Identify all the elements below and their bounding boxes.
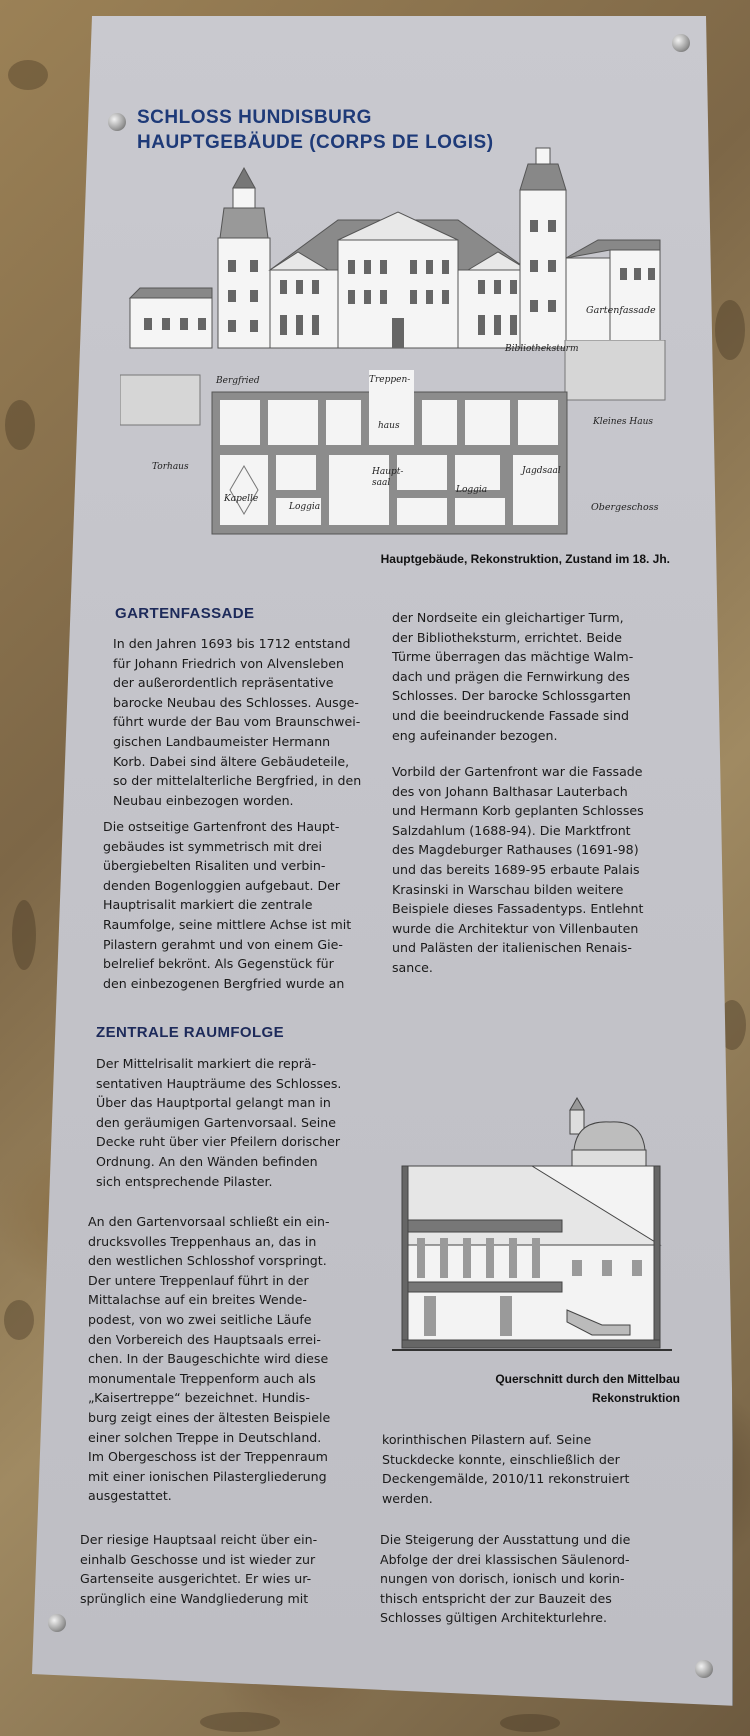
cross-section-drawing	[392, 1060, 672, 1360]
section-drawing-caption: Querschnitt durch den Mittelbau Rekonstruktion	[495, 1372, 680, 1405]
raumfolge-col1-paragraph-3: Der riesige Hauptsaal reicht über ein- einhalb Geschosse und ist wieder zur Gartenseite ausgerichtet. Er wies ur- sprünglich eine Wandgliederung mit	[80, 1532, 318, 1606]
plan-label-obergeschoss: Obergeschoss	[591, 502, 659, 513]
plan-label-treppenhaus-1: Treppen-	[369, 375, 411, 385]
screw-bottom-left	[48, 1614, 66, 1632]
raumfolge-col1-paragraph-2: An den Gartenvorsaal schließt ein ein- drucksvolles Treppenhaus an, das in den westlichen Schlosshof vorspringt. Der untere Treppenlauf führt in der Mittalachse auf ein breites Wende- podest, von wo zwei seitliche Läufe den Vorbereich des Hauptsaals errei- chen. In der Baugeschichte wird diese monumentale Treppenform auch als „Kaisertreppe“ bezeichnet. Hundis- burg zeigt eines der ältesten Beispiele einer solchen Treppe in Deutschland. Im Obergeschoss ist der Treppenraum mit einer ionischen Pilastergliederung ausgestattet.	[88, 1214, 331, 1504]
screw-top-right	[672, 34, 690, 52]
plan-label-bergfried: Bergfried	[216, 376, 260, 386]
section-heading-gartenfassade: GARTENFASSADE	[115, 605, 255, 622]
plan-label-kapelle: Kapelle	[224, 494, 259, 504]
plan-label-loggia-2: Loggia	[456, 485, 488, 495]
garden-facade-drawing	[128, 140, 668, 350]
gartenfassade-col2-paragraph-1: der Nordseite ein gleichartiger Turm, der Bibliotheksturm, errichtet. Beide Türme überragen das mächtige Walm- dach und prägen die Fernwirkung des Schlosses. Der barocke Schlossgarten und die beeindruckende Fassade sind eng aufeinander bezogen.	[392, 610, 634, 743]
plan-caption: Hauptgebäude, Rekonstruktion, Zustand im 18. Jh.	[380, 552, 670, 566]
raumfolge-col2-paragraph-2: Die Steigerung der Ausstattung und die Abfolge der drei klassischen Säulenord- nungen von dorisch, ionisch und korin- thisch entspricht der zur Bauzeit des Schlosses gültigen Architekturlehre.	[380, 1532, 631, 1626]
plan-label-bibliotheksturm: Bibliotheksturm	[505, 344, 579, 354]
facade-label: Gartenfassade	[586, 305, 656, 316]
plan-label-jagdsaal: Jagdsaal	[522, 466, 561, 476]
plan-label-kleines-haus: Kleines Haus	[593, 417, 654, 427]
floor-plan-drawing	[120, 340, 670, 540]
plan-label-hauptsaal: Haupt- saal	[372, 467, 404, 488]
sign-title-line1: SCHLOSS HUNDISBURG	[137, 107, 372, 128]
screw-top-left	[108, 113, 126, 131]
screw-bottom-right	[695, 1660, 713, 1678]
plan-label-treppenhaus-2: haus	[378, 421, 400, 431]
gartenfassade-col2-paragraph-2: Vorbild der Gartenfront war die Fassade des von Johann Balthasar Lauterbach und Hermann Korb geplanten Schlosses Salzdahlum (1688-94). Die Marktfront des Magdeburger Rathauses (1691-98) und das bereits 1689-95 erbaute Palais Krasinski in Warschau bilden weitere Beispiele dieses Fassadentyps. Entlehnt wurde die Architektur von Villenbauten und Palästen der italienischen Renais- sance.	[392, 764, 644, 975]
raumfolge-col1-paragraph-1: Der Mittelrisalit markiert die reprä- sentativen Haupträume des Schlosses. Über das Hauptportal gelangt man in den geräumigen Gartenvorsaal. Seine Decke ruht über vier Pfeilern dorischer Ordnung. An den Wänden befinden sich entsprechende Pilaster.	[96, 1056, 342, 1189]
sign-title-line2: HAUPTGEBÄUDE (CORPS DE LOGIS)	[137, 132, 494, 153]
section-heading-zentrale-raumfolge: ZENTRALE RAUMFOLGE	[96, 1024, 285, 1041]
gartenfassade-col1-paragraph-2: Die ostseitige Gartenfront des Haupt- gebäudes ist symmetrisch mit drei übergiebelten Risaliten und verbin- denden Bogenloggien aufgebaut. Der Hauptrisalit markiert die zentrale Raumfolge, seine mittlere Achse ist mit Pilastern gerahmt und von einem Gie- belrelief bekrönt. Als Gegenstück für den einbezogenen Bergfried wurde an	[103, 819, 352, 991]
plan-label-torhaus: Torhaus	[152, 462, 189, 472]
raumfolge-col2-paragraph-1: korinthischen Pilastern auf. Seine Stuckdecke konnte, einschließlich der Deckengemälde, 2010/11 rekonstruiert werden.	[382, 1432, 630, 1506]
plan-label-loggia-1: Loggia	[289, 502, 321, 512]
gartenfassade-col1-paragraph-1: In den Jahren 1693 bis 1712 entstand für Johann Friedrich von Alvensleben der außerordentlich repräsentative barocke Neubau des Schlosses. Ausge- führt wurde der Bau vom Braunschwei- gischen Landbaumeister Hermann Korb. Dabei sind ältere Gebäudeteile, so der mittelalterliche Bergfried, in den Neubau einbezogen worden.	[113, 636, 362, 808]
